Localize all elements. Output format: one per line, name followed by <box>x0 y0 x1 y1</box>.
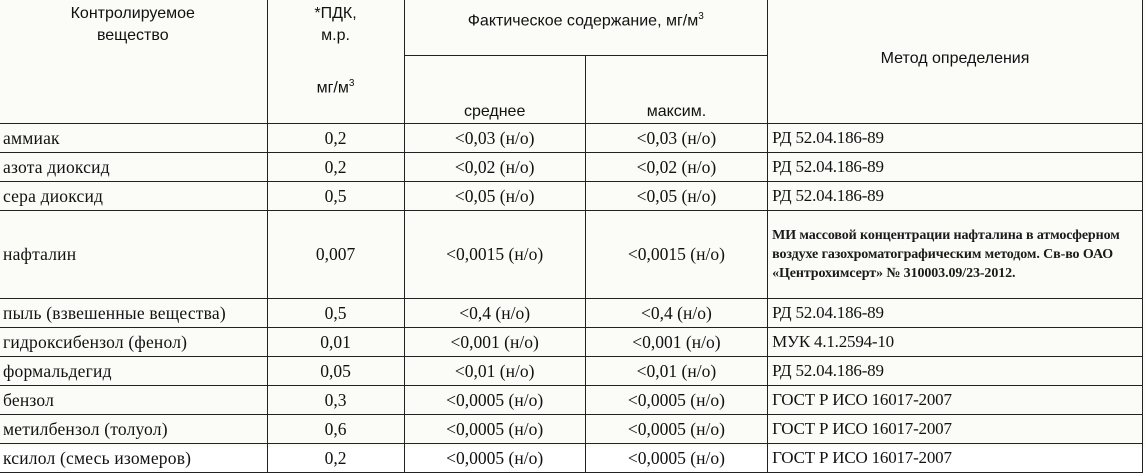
table-row <box>0 386 1143 415</box>
header-pdk <box>267 0 404 124</box>
row-pdk: 0,05 <box>267 357 404 386</box>
row-maximum: <0,01 (н/о) <box>585 357 767 386</box>
row-method: РД 52.04.186-89 <box>768 299 1143 328</box>
row-method: РД 52.04.186-89 <box>768 124 1143 153</box>
header-method: Метод определения <box>768 0 1143 124</box>
row-pdk: 0,2 <box>267 444 404 473</box>
table-row <box>0 299 1143 328</box>
row-average: <0,0005 (н/о) <box>404 415 585 444</box>
table-row <box>0 328 1143 357</box>
row-method: ГОСТ Р ИСО 16017-2007 <box>768 444 1143 473</box>
row-pdk: 0,2 <box>267 124 404 153</box>
header-actual-content: Фактическое содержание, $мг/м^3$ <box>404 0 768 56</box>
header-substance <box>0 0 267 124</box>
row-average: <0,0005 (н/о) <box>404 386 585 415</box>
header-pdk-line1: *ПДК, <box>314 5 357 22</box>
row-substance: метилбензол (толуол) <box>0 415 267 444</box>
row-maximum: <0,0005 (н/о) <box>585 386 767 415</box>
table-row <box>0 415 1143 444</box>
row-substance: гидроксибензол (фенол) <box>0 328 267 357</box>
row-average: <0,4 (н/о) <box>404 299 585 328</box>
table-row <box>0 357 1143 386</box>
row-method: РД 52.04.186-89 <box>768 153 1143 182</box>
row-maximum: <0,0015 (н/о) <box>585 211 767 299</box>
row-average: <0,02 (н/о) <box>404 153 585 182</box>
row-pdk: 0,007 <box>267 211 404 299</box>
row-average: <0,0015 (н/о) <box>404 211 585 299</box>
table-row <box>0 153 1143 182</box>
row-substance: азота диоксид <box>0 153 267 182</box>
row-maximum: <0,001 (н/о) <box>585 328 767 357</box>
row-average: <0,03 (н/о) <box>404 124 585 153</box>
row-method: МИ массовой концентрации нафталина в атмосферном воздухе газохроматографическим методом. Св-во ОАО «Центрохимсерт» № 310003.09/23-2012. <box>768 211 1143 299</box>
header-maximum: максим. <box>585 56 767 124</box>
row-average: <0,01 (н/о) <box>404 357 585 386</box>
table-row <box>0 182 1143 211</box>
header-pdk-line2: м.р. <box>321 27 350 44</box>
table-row <box>0 444 1143 473</box>
row-pdk: 0,6 <box>267 415 404 444</box>
row-maximum: <0,02 (н/о) <box>585 153 767 182</box>
row-average: <0,0005 (н/о) <box>404 444 585 473</box>
row-maximum: <0,0005 (н/о) <box>585 444 767 473</box>
row-substance: аммиак <box>0 124 267 153</box>
header-substance-line2: вещество <box>96 27 169 44</box>
row-substance: нафталин <box>0 211 267 299</box>
row-substance: формальдегид <box>0 357 267 386</box>
row-method: ГОСТ Р ИСО 16017-2007 <box>768 386 1143 415</box>
row-maximum: <0,05 (н/о) <box>585 182 767 211</box>
table-row <box>0 211 1143 299</box>
row-maximum: <0,03 (н/о) <box>585 124 767 153</box>
row-maximum: <0,4 (н/о) <box>585 299 767 328</box>
row-pdk: 0,01 <box>267 328 404 357</box>
row-average: <0,05 (н/о) <box>404 182 585 211</box>
table-row <box>0 124 1143 153</box>
row-substance: сера диоксид <box>0 182 267 211</box>
row-substance: ксилол (смесь изомеров) <box>0 444 267 473</box>
row-pdk: 0,5 <box>267 182 404 211</box>
header-pdk-units: $мг/м^3$ <box>316 78 355 97</box>
row-method: ГОСТ Р ИСО 16017-2007 <box>768 415 1143 444</box>
row-substance: бензол <box>0 386 267 415</box>
row-method: РД 52.04.186-89 <box>768 357 1143 386</box>
row-pdk: 0,2 <box>267 153 404 182</box>
row-method: РД 52.04.186-89 <box>768 182 1143 211</box>
row-average: <0,001 (н/о) <box>404 328 585 357</box>
row-substance: пыль (взвешенные вещества) <box>0 299 267 328</box>
header-substance-line1: Контролируемое <box>70 5 195 22</box>
row-pdk: 0,5 <box>267 299 404 328</box>
row-maximum: <0,0005 (н/о) <box>585 415 767 444</box>
header-average: среднее <box>404 56 585 124</box>
row-pdk: 0,3 <box>267 386 404 415</box>
row-method: МУК 4.1.2594-10 <box>768 328 1143 357</box>
